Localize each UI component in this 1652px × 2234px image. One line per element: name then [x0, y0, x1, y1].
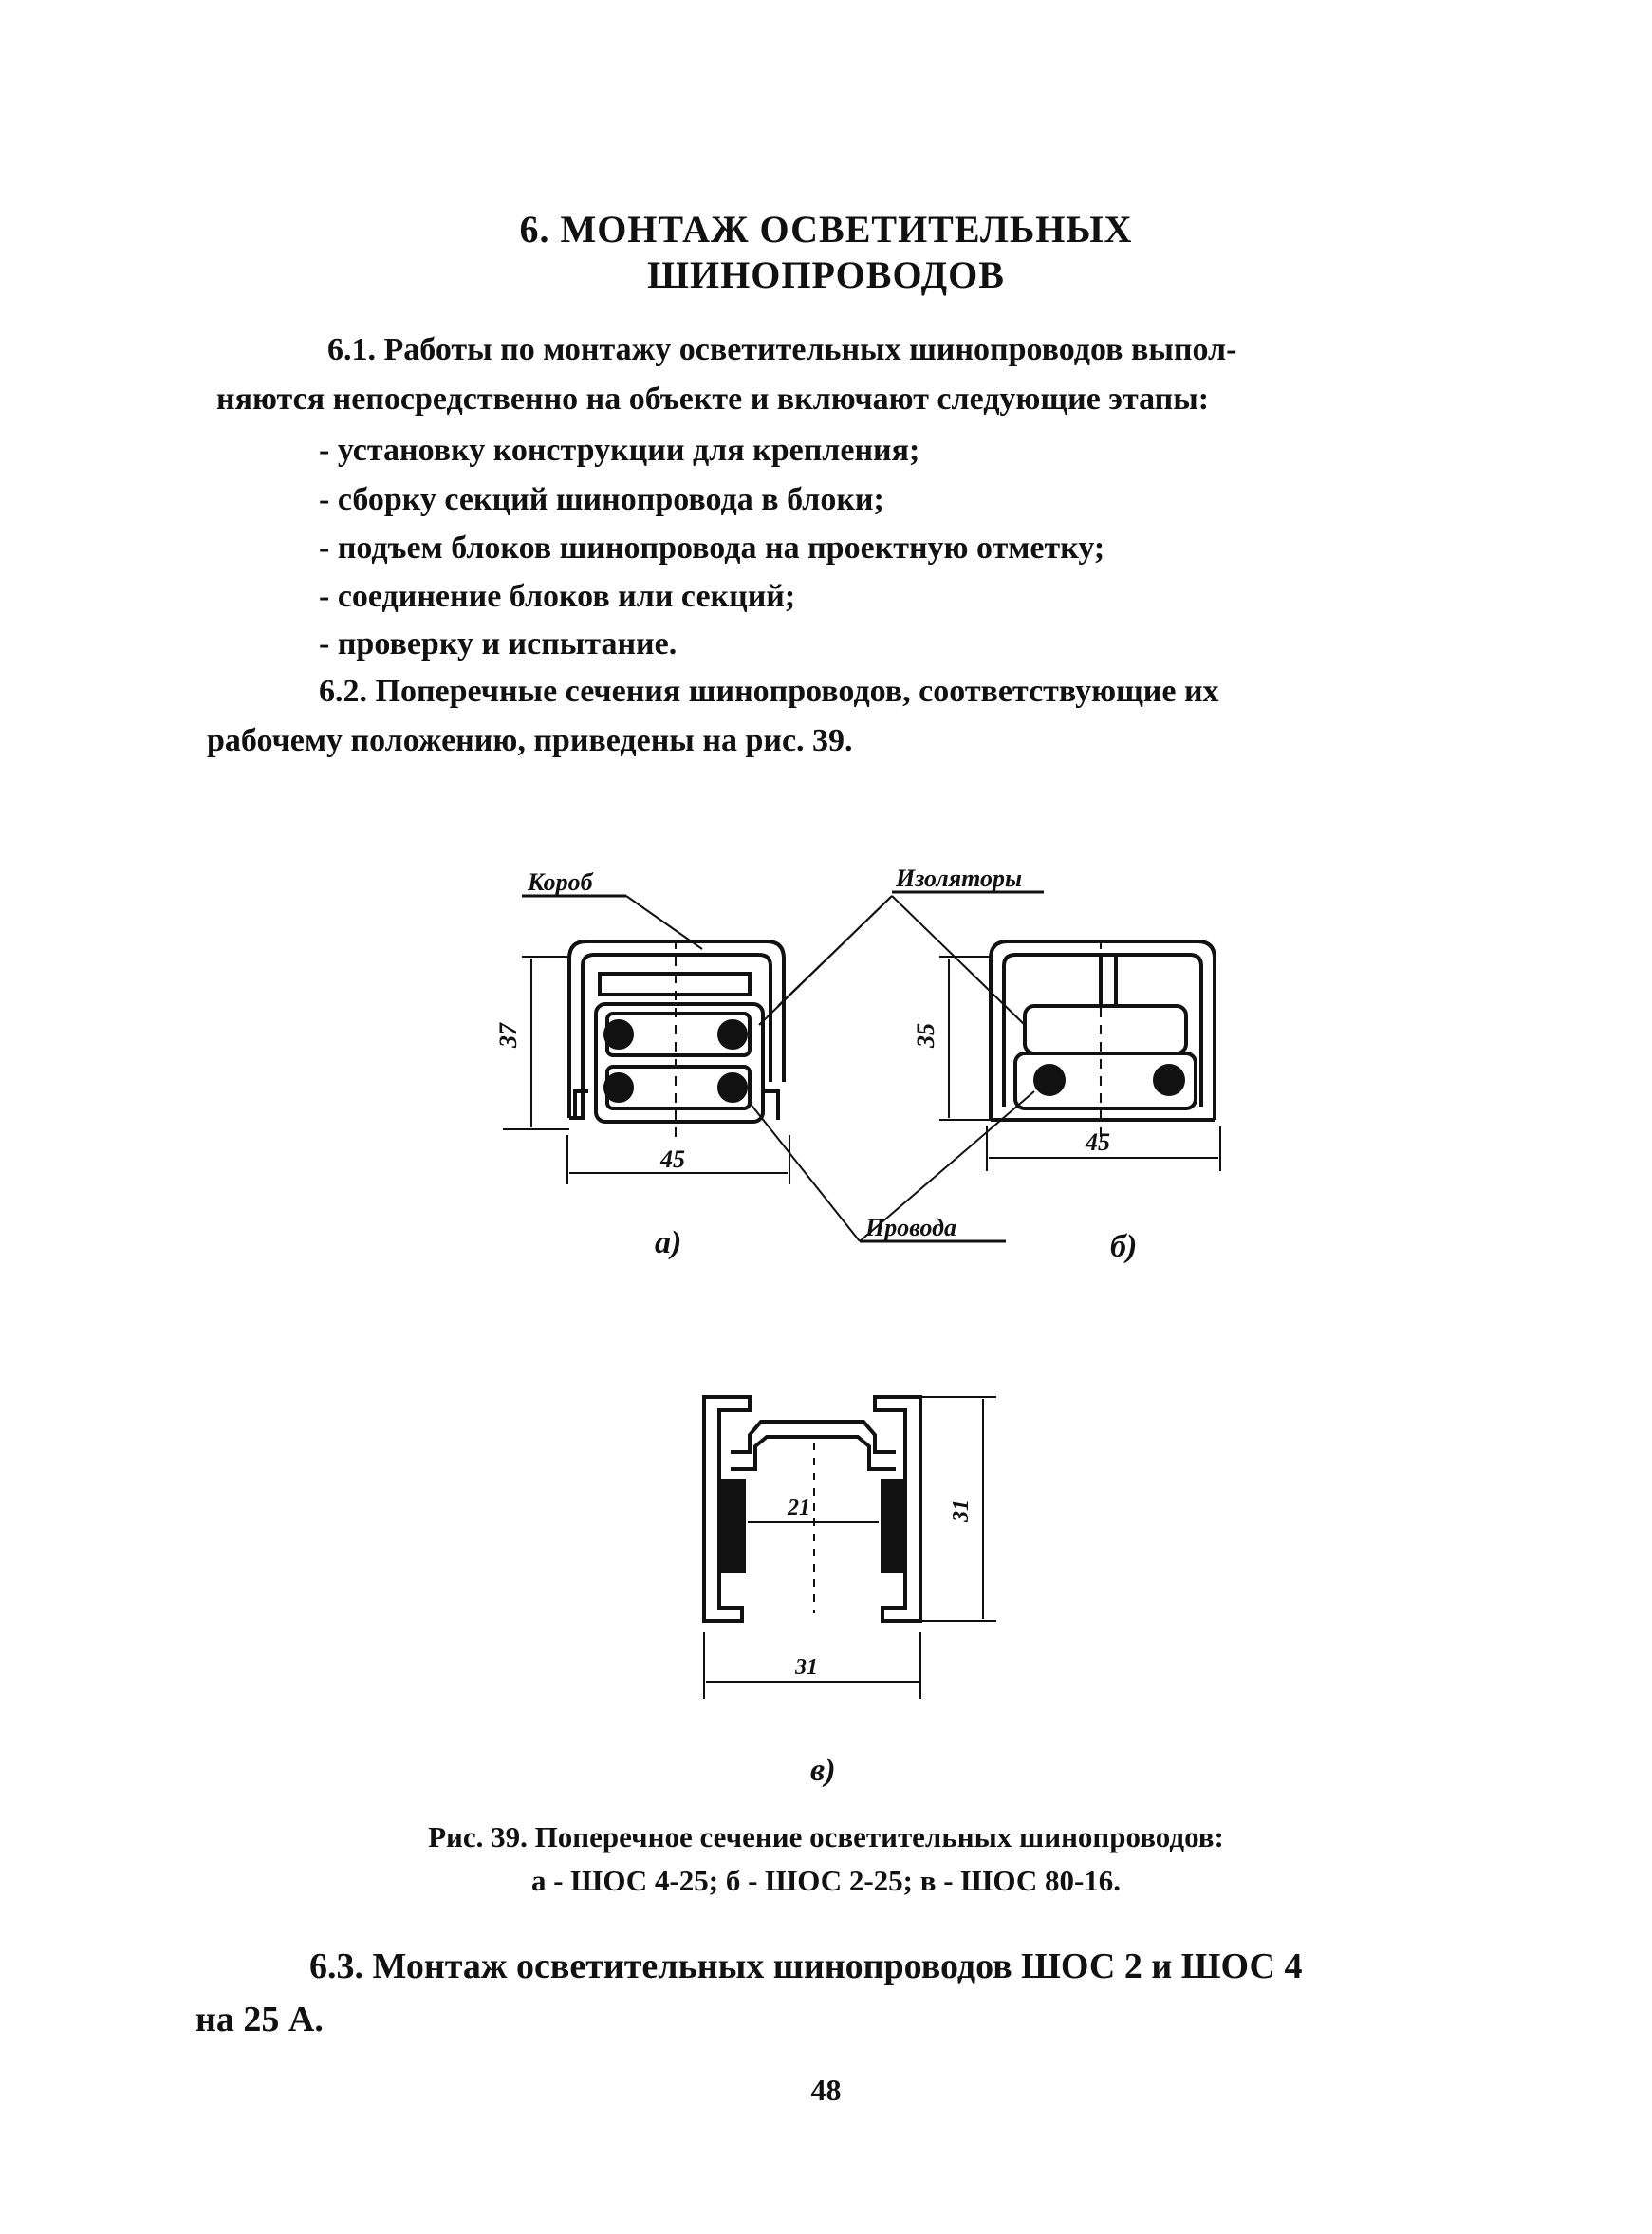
dim-b-height: 35 — [912, 1023, 939, 1048]
dim-v-width: 31 — [795, 1655, 818, 1680]
dim-a-width: 45 — [660, 1145, 685, 1173]
list-item: - проверку и испытание. — [319, 626, 678, 661]
list-item: - подъем блоков шинопровода на проектную отметку; — [319, 531, 1105, 566]
paragraph-6-2-line1: 6.2. Поперечные сечения шинопроводов, соответствующие их — [319, 674, 1219, 709]
paragraph-6-3-line1: 6.3. Монтаж осветительных шинопроводов ШОС 2 и ШОС 4 — [309, 1946, 1303, 1986]
section-title-line2: ШИНОПРОВОДОВ — [647, 253, 1005, 296]
figure-caption-line1: Рис. 39. Поперечное сечение осветительных шинопроводов: — [428, 1820, 1224, 1853]
dim-v-inner: 21 — [788, 1496, 810, 1520]
paragraph-6-3-line2: на 25 А. — [195, 2000, 324, 2039]
subfigure-v-label: в) — [810, 1753, 836, 1788]
subfigure-a-label: а) — [655, 1225, 682, 1260]
section-a-diagram — [503, 896, 789, 1184]
list-item: - сборку секций шинопровода в блоки; — [319, 482, 884, 517]
dim-a-height: 37 — [494, 1023, 522, 1048]
paragraph-6-1-line1: 6.1. Работы по монтажу осветительных шинопроводов выпол- — [327, 332, 1237, 367]
list-item: - установку конструкции для крепления; — [319, 433, 920, 468]
section-v-diagram — [704, 1397, 996, 1699]
label-box: Короб — [528, 868, 593, 896]
label-wires: Провода — [865, 1214, 957, 1241]
dim-b-width: 45 — [1086, 1128, 1110, 1156]
dim-v-height: 31 — [949, 1499, 974, 1522]
page-number: 48 — [810, 2073, 842, 2107]
paragraph-6-1-line2: няются непосредственно на объекте и включают следующие этапы: — [216, 382, 1210, 417]
section-title-line1: 6. МОНТАЖ ОСВЕТИТЕЛЬНЫХ — [519, 208, 1133, 251]
subfigure-b-label: б) — [1110, 1229, 1138, 1264]
label-insulators: Изоляторы — [896, 865, 1023, 892]
figure-caption-line2: а - ШОС 4-25; б - ШОС 2-25; в - ШОС 80-16. — [530, 1864, 1122, 1897]
paragraph-6-2-line2: рабочему положению, приведены на рис. 39. — [207, 723, 853, 758]
list-item: - соединение блоков или секций; — [319, 579, 796, 614]
